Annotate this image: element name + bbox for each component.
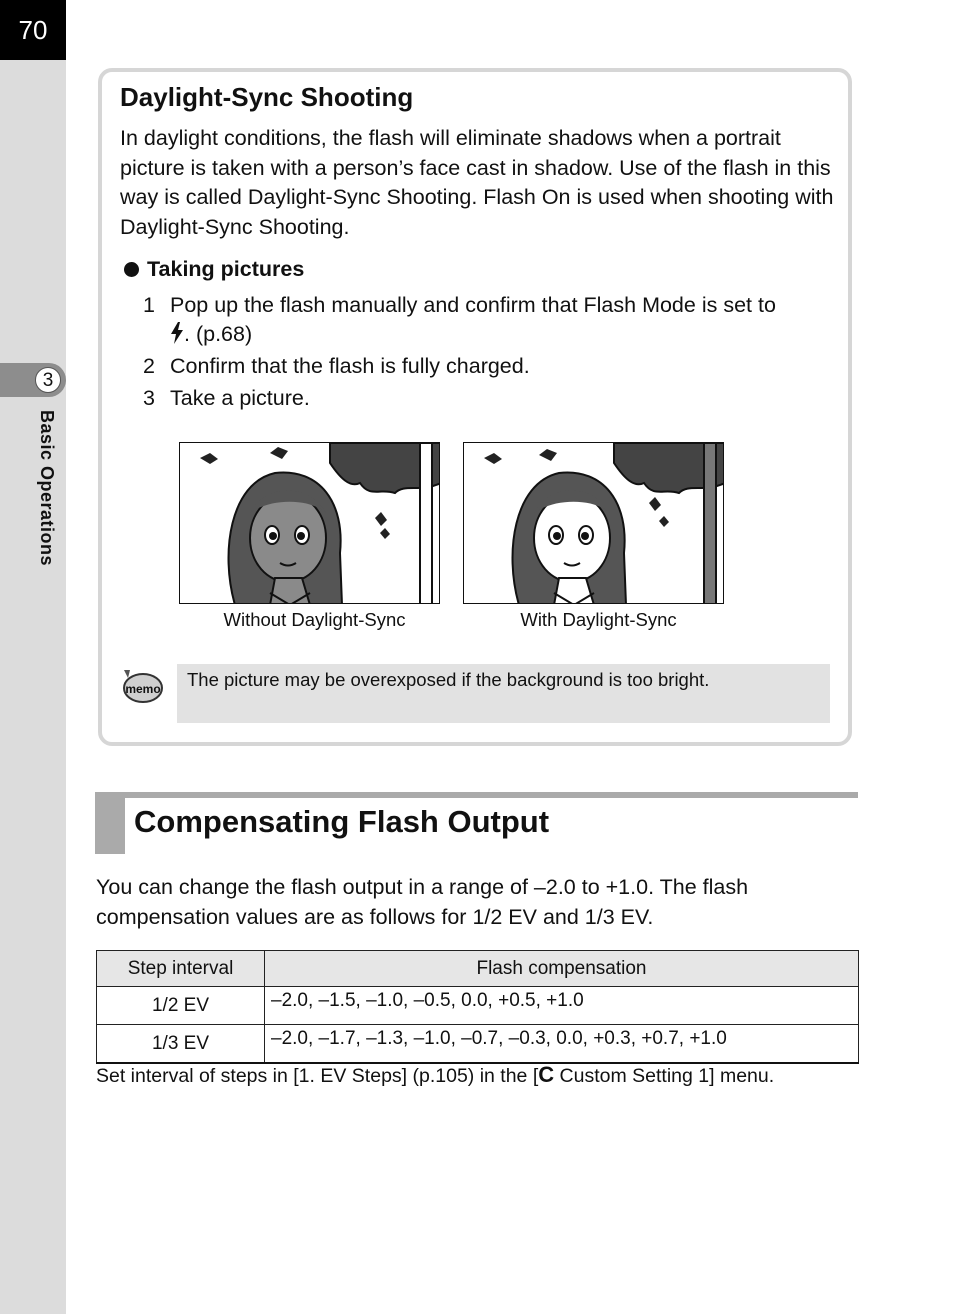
step-number: 2: [143, 354, 155, 378]
flash-compensation-table: [96, 950, 859, 1064]
table-cell: 1/3 EV: [97, 1025, 265, 1064]
page-number: 70: [0, 0, 66, 60]
chapter-title: Basic Operations: [37, 410, 57, 567]
daylight-sync-title: Daylight-Sync Shooting: [120, 82, 414, 112]
table-cell: –2.0, –1.5, –1.0, –0.5, 0.0, +0.5, +1.0: [265, 987, 859, 1025]
step-number: 1: [143, 293, 155, 317]
section-header-line: [95, 792, 858, 798]
illustration-without-sync: [179, 442, 440, 604]
step-text: Confirm that the flash is fully charged.: [170, 354, 530, 378]
table-header: Step interval: [97, 951, 265, 987]
taking-pictures-label: Taking pictures: [147, 257, 305, 281]
table-cell: –2.0, –1.7, –1.3, –1.0, –0.7, –0.3, 0.0, +0.3, +0.7, +1.0: [265, 1025, 859, 1064]
section-header-block: [95, 792, 125, 854]
table-row: [97, 987, 859, 1025]
custom-setting-icon: C: [538, 1062, 555, 1087]
flash-icon: [170, 322, 184, 344]
table-header: Flash compensation: [265, 951, 859, 987]
footnote: [96, 1062, 774, 1088]
table-row: [97, 1025, 859, 1064]
bullet-icon: [124, 262, 139, 277]
sidebar: [0, 0, 66, 1314]
daylight-sync-body: In daylight conditions, the flash will eliminate shadows when a portrait picture is taken with a person’s face cast in shadow. Use of the flash in this way is called Daylight-Sync Shooting. Flash On is used when shooting with Daylight-Sync Shooting.: [120, 126, 834, 239]
table-header-row: [97, 951, 859, 987]
step-text: Take a picture.: [170, 386, 310, 410]
table-cell: 1/2 EV: [97, 987, 265, 1025]
step-text-part: Pop up the flash manually and confirm that Flash Mode is set to: [170, 293, 776, 317]
memo-icon: [121, 668, 165, 713]
caption-without-sync: Without Daylight-Sync: [223, 609, 406, 630]
section-header: [95, 792, 858, 854]
portrait-shadowed-icon: [180, 443, 440, 604]
step-text-part: . (p.68): [184, 322, 253, 346]
caption-with-sync: With Daylight-Sync: [520, 609, 677, 630]
taking-pictures-heading: [124, 257, 304, 282]
memo-box: The picture may be overexposed if the background is too bright.: [177, 664, 830, 723]
chapter-number: 3: [35, 367, 61, 393]
section-intro: You can change the flash output in a range of –2.0 to +1.0. The flash compensation values are as follows for 1/2 EV and 1/3 EV.: [96, 875, 749, 929]
portrait-lit-icon: [464, 443, 724, 604]
step-text: [170, 291, 830, 349]
step-number: 3: [143, 386, 155, 410]
footnote-text: Set interval of steps in [1. EV Steps] (p.105) in the [: [96, 1065, 539, 1087]
footnote-text: Custom Setting 1] menu.: [554, 1065, 775, 1087]
memo-icon-label: memo: [125, 682, 161, 696]
illustration-with-sync: [463, 442, 724, 604]
section-title: Compensating Flash Output: [134, 804, 550, 839]
